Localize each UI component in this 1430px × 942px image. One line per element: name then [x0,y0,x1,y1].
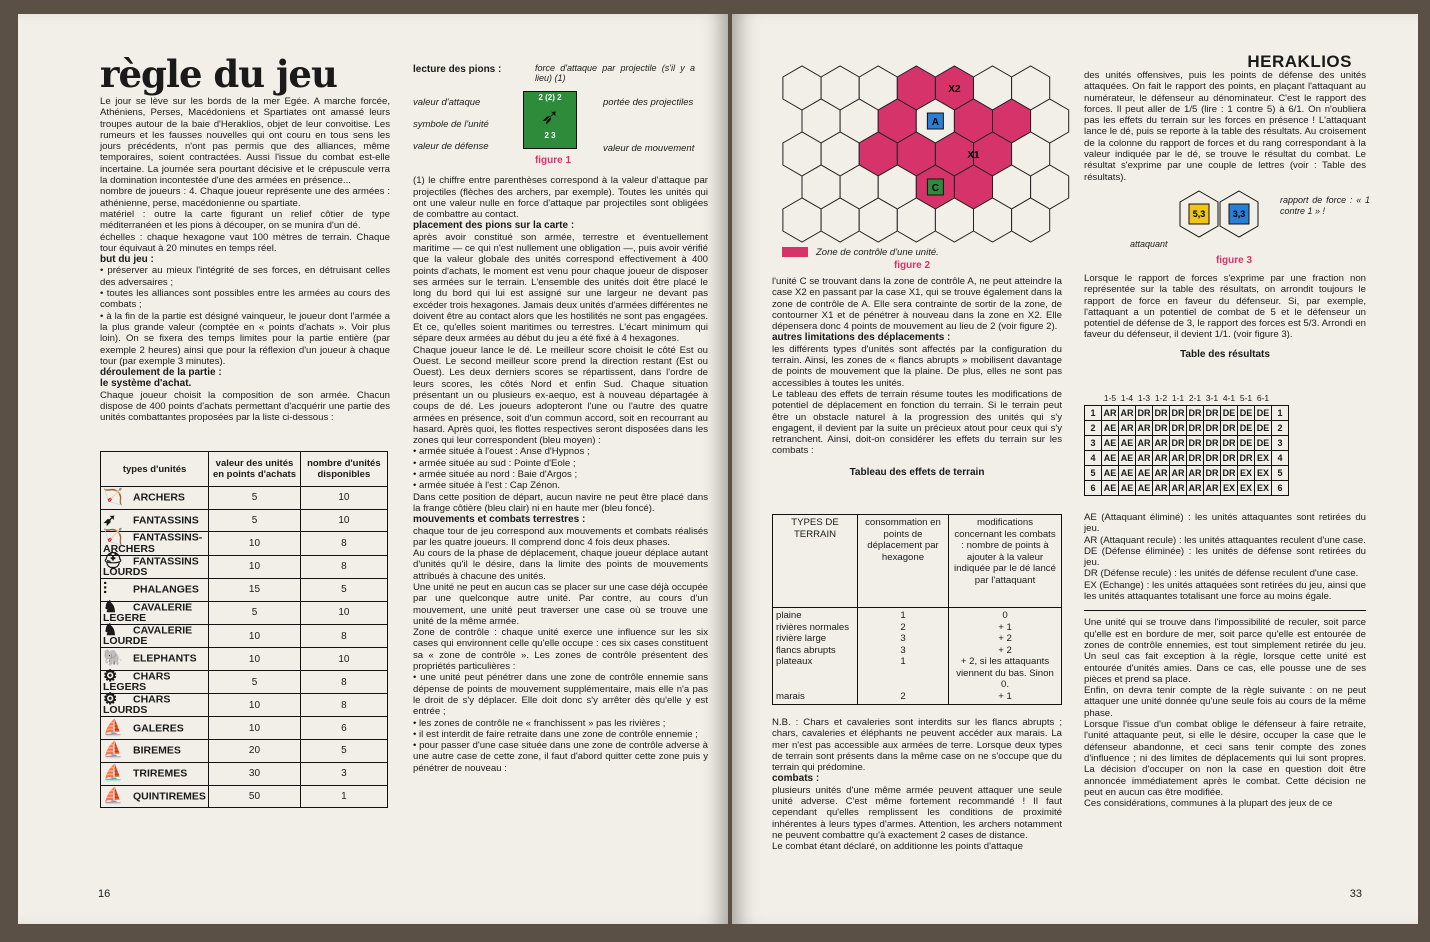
unit-c-label: C [931,183,939,194]
unit-value-cell: 10 [209,717,301,740]
results-col-header: 1-2 [1154,393,1168,403]
unit-type-cell [101,740,209,763]
figure-3 [1084,183,1370,273]
result-cell: AR [1119,421,1136,436]
divider [1084,610,1366,611]
counter-reading-heading: lecture des pions : [413,64,502,75]
terrain-table [772,514,1062,705]
goal-heading: but du jeu : [100,254,154,266]
unit-value-cell: 10 [209,624,301,647]
page-title: règle du jeu [100,52,337,96]
result-cell: AE [1119,481,1136,496]
page-number-left: 16 [98,888,111,900]
army-item-west: • armée située à l'ouest : Anse d'Hypnos ; [413,446,590,458]
unit-count-cell: 8 [300,555,387,578]
results-row [1085,421,1289,436]
unit-name: CHARS LOURDS [103,693,171,717]
results-corner [1085,391,1102,406]
unit-value-cell: 10 [209,648,301,671]
combat-paragraph: plusieurs unités d'une même armée peuvent attaquer une seule unité adverse. C'est même fortement recommandé ! Il faut cependant qu'elles remplissent les conditions de proximité inhérentes à leurs types d'armes. Attention, les archers notamment ne peuvent combattre qu'à exactement 2 cases de distance. [772,784,1062,841]
fig1-counter-bottom: 2 3 [544,130,556,140]
players-paragraph: nombre de joueurs : 4. Chaque joueur représente une des armées : athénienne, perse, macédonienne ou spartiate. [100,186,390,209]
die-value-cell-right: 1 [1272,406,1289,421]
result-cell: DR [1136,406,1153,421]
army-item-east: • armée située à l'est : Cap Zénon. [413,480,561,492]
unit-name: ARCHERS [133,491,185,504]
unit-count-cell: 1 [300,785,387,808]
result-cell: AR [1119,406,1136,421]
fig3-defender-value: 3,3 [1232,208,1246,219]
result-cell: AE [1136,481,1153,496]
hex-label-x1: X1 [967,150,980,161]
results-row [1085,481,1289,496]
unit-type-cell [101,785,209,808]
course-heading: déroulement de la partie : [100,367,222,379]
result-cell: DR [1204,421,1221,436]
unit-name: GALERES [133,721,184,734]
bow-spear-icon: 🏹 [103,529,123,547]
fig1-counter [523,91,577,149]
unit-name: FANTASSINS [133,514,199,527]
result-cell: EX [1255,481,1272,496]
die-value-cell-right: 4 [1272,451,1289,466]
control-zone-item-4: • pour passer d'une case située dans une zone de contrôle adverse à une autre case de cette zone, il faut d'abord quitter cette zone puis y pénétrer de nouveau : [413,740,708,774]
unit-count-cell: 10 [300,509,387,532]
unit-value-cell: 5 [209,509,301,532]
fraction-paragraph: Lorsque le rapport de forces s'exprime par une fraction non représentée sur la table des résultats, on arrondit toujours le rapport de force en faveur du défenseur. Si, par exemple, l'attaquant a un potentiel de combat de 5 et le défenseur un potentiel de défense de 3, le rapport des forces est 5/3. Arrondi en faveur du défenseur, il devient 1/1. (voir figure 3). [1084,272,1366,341]
considerations-paragraph: Ces considérations, communes à la plupart des jeux de ce [1084,798,1333,810]
army-item-north: • armée située au nord : Baie d'Argos ; [413,469,578,481]
result-cell: DR [1170,406,1187,421]
bireme-icon: ⛵ [103,742,123,760]
result-cell: AE [1102,436,1119,451]
die-value-cell: 6 [1085,481,1102,496]
fig1-movement-label: valeur de mouvement [603,143,695,155]
unit-name: ELEPHANTS [133,652,197,665]
legend-ae: AE (Attaquant éliminé) : les unités attaquantes sont retirées du jeu. [1084,512,1366,535]
unit-count-cell: 10 [300,487,387,510]
fig1-defense-label: valeur de défense [413,141,489,153]
fig2-explanation: l'unité C se trouvant dans la zone de contrôle A, ne peut atteindre la case X2 en passant par la case X1, qui se trouve également dans la zone de contrôle de A. Elle sera contrainte de sortir de la zone, de contourner X1 et de pénétrer à nouveau dans la zone en X2. Elle dépensera donc 4 points de mouvement au lieu de 2 (voir figure 2). [772,276,1062,333]
phalanx-icon: ⫶ [103,581,108,599]
rules-column-4 [1084,70,1370,360]
result-cell: AE [1119,466,1136,481]
helmet-icon: ⛑ [103,552,124,570]
units-table-row [101,509,388,532]
result-cell: AR [1153,436,1170,451]
rules-column-2 [413,64,708,774]
results-header-row [1085,391,1289,406]
elephant-icon: 🐘 [103,650,123,668]
results-col-header: 3-1 [1205,393,1219,403]
unit-value-cell: 15 [209,578,301,601]
result-cell: EX [1255,451,1272,466]
terrain-costs: 1 2 3 3 1 2 [858,608,949,705]
unit-name: PHALANGES [133,583,199,596]
units-header-count: nombre d'unités disponibles [300,452,387,487]
unit-value-cell: 10 [209,555,301,578]
results-col-header: 1-4 [1120,393,1134,403]
result-cell: AR [1204,481,1221,496]
units-header-value: valeur des unités en points d'achats [209,452,301,487]
page-number-right: 33 [1349,888,1362,900]
result-cell: DR [1221,451,1238,466]
legend-de: DE (Défense éliminée) : les unités de défense sont retirées du jeu. [1084,545,1366,569]
unit-value-cell: 5 [209,487,301,510]
unit-value-cell: 50 [209,785,301,808]
figure-3-hexes [1174,189,1274,239]
unit-value-cell: 10 [209,694,301,717]
legend-ar: AR (Attaquant recule) : les unités attaquantes reculent d'une case. [1084,534,1366,546]
unit-type-cell [101,529,209,555]
die-value-cell-right: 2 [1272,421,1289,436]
die-value-cell: 2 [1085,421,1102,436]
unit-count-cell: 10 [300,648,387,671]
other-limits-heading: autres limitations des déplacements : [772,332,951,344]
fig3-attacker-value: 5,3 [1192,208,1206,219]
unit-value-cell: 30 [209,762,301,785]
result-cell: DE [1221,406,1238,421]
terrain-header-cost: consommation en points de déplacement par hexagone [858,515,949,608]
left-page [18,14,728,924]
horse-icon: ♞ [103,598,118,616]
result-cell: EX [1221,481,1238,496]
unit-count-cell: 6 [300,717,387,740]
control-zone-paragraph: Zone de contrôle : chaque unité exerce une influence sur les six cases qui environnent celle qu'elle occupe : ces six cases constituent sa « zone de contrôle ». Les zones de contrôle présentent des propriétés particulières : [413,627,708,673]
rules-column-1 [100,96,390,424]
results-row [1085,466,1289,481]
fig1-counter-top: 2 (2) 2 [538,93,562,103]
book-spread [18,14,1418,924]
die-value-cell-right: 3 [1272,436,1289,451]
galley-icon: ⛵ [103,719,123,737]
unit-name: FANTASSINS LOURDS [103,554,199,578]
unit-name: FANTASSINS-ARCHERS [103,531,203,555]
unit-type-cell [101,621,209,648]
single-attack-paragraph: Enfin, on devra tenir compte de la règle suivante : on ne peut attaquer une unité donnée qu'une seule fois au cours de la même phase. [1084,685,1366,719]
unit-type-cell [101,717,209,740]
units-table-row [101,694,388,717]
start-paragraph: Dans cette position de départ, aucun navire ne peut être placé dans la frange côtière (bleu clair) ni en haute mer (bleu foncé). [413,491,708,514]
result-cell: AE [1102,451,1119,466]
terrain-table-title: Tableau des effets de terrain [849,466,985,478]
result-cell: AE [1102,421,1119,436]
movement-paragraph: chaque tour de jeu correspond aux mouvements et combats réalisés par les quatre joueurs. Il comprend donc 4 fois deux phases. [413,525,708,548]
archer-icon: 🏹 [103,489,123,507]
heavy-chariot-icon: ⚙ [103,691,118,709]
forces-paragraph: des unités offensives, puis les points de défense des unités attaquées. On fait le rapport des points, en plaçant l'attaquant au numérateur, le défenseur au dénominateur. C'est le rapport des forces. Il peut aller de 1/5 (lire : 1 contre 5) à 6/1. On n'oubliera pas les effets du terrain sur les forces en présence ! L'attaquant lance le dé, puis se reporte à la table des résultats. Au croisement de la colonne du rapport de forces et du rang correspondant à la valeur indiquée par le dé, se trouve le résultat du combat. Le résultat s'exprime par une couple de lettres (voir : Table des résultats). [1084,70,1366,183]
chariot-icon: ⚙ [103,667,118,685]
unit-count-cell: 5 [300,578,387,601]
unit-name: TRIREMES [133,767,188,780]
hex-label-x2: X2 [948,84,961,95]
result-cell: DE [1238,436,1255,451]
results-col-header: 6-1 [1256,393,1270,403]
result-cell: DE [1255,421,1272,436]
units-table-row [101,624,388,647]
units-table-row [101,670,388,693]
units-table-row [101,762,388,785]
unit-name: CHARS LEGERS [103,670,171,694]
fig1-note: (1) le chiffre entre parenthèses correspond à la valeur d'attaque par projectiles (flèches des archers, par exemple). Toutes les unités qui ont une valeur nulle en force d'attaque par projectiles sont obligées de combattre au contact. [413,175,708,221]
result-cell: DE [1238,406,1255,421]
result-cell: EX [1238,466,1255,481]
die-value-cell-right: 6 [1272,481,1289,496]
purchase-heading: le système d'achat. [100,378,192,390]
units-table-row [101,532,388,555]
unit-type-cell [101,691,209,717]
other-limits-paragraph-2: Le tableau des effets de terrain résume toutes les modifications de potentiel de déplacement en fonction du terrain. Si le terrain peut être un obstacle naturel à la progression des unités qui s'y engagent, il devient par la suite un précieux atout pour ceux qui s'y retranchent. Ainsi, doit-on considérer les effets du terrain sur les combats : [772,388,1062,457]
results-col-header: 4-1 [1222,393,1236,403]
units-table-row [101,578,388,601]
rules-column-3b [772,717,1062,853]
die-value-cell: 3 [1085,436,1102,451]
goal-item-3: • à la fin de la partie est désigné vainqueur, le joueur dont l'armée a la plus grande valeur (comptée en « points d'achats ». Voir plus loin). On se fixera des temps limites pour la partie entière (par exemple 2 heures) ainsi que pour la réflexion d'un joueur à chaque tour (par exemple 3 minutes). [100,310,390,367]
unit-count-cell: 5 [300,740,387,763]
movement-paragraph-2: Au cours de la phase de déplacement, chaque joueur déplace autant d'unités qu'il le désire, dans la limite des points de mouvements attribués à chacune des unités. [413,548,708,582]
result-cell: EX [1238,481,1255,496]
brand-logo: HERAKLIOS [1247,52,1352,71]
terrain-header-type: TYPES DE TERRAIN [773,515,858,608]
fig3-ratio-label: rapport de force : « 1 contre 1 » ! [1280,194,1370,216]
other-limits-paragraph: les différents types d'unités sont affectés par la configuration du terrain. Ainsi, les zones de « flancs abrupts » mobilisent davantage de points de mouvement que la plaine. De plus, elles ne sont pas accessibles à toutes les unités. [772,343,1062,389]
units-table-row [101,785,388,808]
rules-column-3 [772,276,1062,478]
result-cell: AR [1187,466,1204,481]
die-value-cell: 5 [1085,466,1102,481]
units-header-type: types d'unités [101,452,209,487]
result-cell: AR [1153,481,1170,496]
units-body [101,487,388,808]
units-table [100,451,388,808]
result-cell: DR [1153,406,1170,421]
result-cell: AE [1136,466,1153,481]
goal-item-1: • préserver au mieux l'intégrité de ses forces, en détruisant celles des adversaires ; [100,265,390,288]
unit-a-label: A [931,117,939,128]
unit-type-cell [101,667,209,694]
result-cell: DR [1238,451,1255,466]
armored-horse-icon: ♞ [103,621,118,639]
unit-name: QUINTIREMES [133,789,206,802]
die-value-cell: 4 [1085,451,1102,466]
unit-value-cell: 5 [209,670,301,693]
result-cell: DE [1238,421,1255,436]
fig1-symbol-label: symbole de l'unité [413,119,489,131]
unit-count-cell: 8 [300,532,387,555]
units-table-row [101,717,388,740]
placement-paragraph: après avoir constitué son armée, terrestre et éventuellement maritime — ce qui n'est nullement une obligation —, puis avoir vérifié que la valeur globale des unités correspond effectivement à 400 points d'achats, le moment est venu pour chaque joueur de disposer ses armées sur le terrain. L'ensemble des unités doit être placé le long du bord qui lui est assigné sur une largeur ne devant pas excéder trois hexagones. Jamais deux unités d'armées différentes ne doivent être au contact alors que les hostilités ne sont pas engagées. Et ce, qu'elles soient maritimes ou terrestres. L'écart minimum qui sépare deux armées au début du jeu a été fixé à 4 hexagones. [413,231,708,345]
units-table-row [101,487,388,510]
result-cell: AR [1136,451,1153,466]
result-cell: EX [1255,466,1272,481]
results-row [1085,451,1289,466]
unit-count-cell: 8 [300,624,387,647]
result-cell: AE [1102,481,1119,496]
result-cell: DE [1255,436,1272,451]
result-cell: AR [1170,466,1187,481]
result-cell: AR [1136,436,1153,451]
unit-count-cell: 8 [300,670,387,693]
result-cell: DR [1170,436,1187,451]
terrain-header-mod: modifications concernant les combats : nombre de points à ajouter à la valeur indiquée par le dé lancé par l'attaquant [949,515,1062,608]
result-cell: DR [1187,406,1204,421]
terrain-types: plaine rivières normales rivière large flancs abrupts plateaux marais [773,608,858,705]
units-table-row [101,601,388,624]
die-value-cell: 1 [1085,406,1102,421]
units-table-row [101,555,388,578]
figure-2-hex-map [772,64,1072,264]
unit-value-cell: 10 [209,532,301,555]
unit-value-cell: 20 [209,740,301,763]
movement-paragraph-3: Une unité ne peut en aucun cas se placer sur une case déjà occupée par une quelconque autre unité. Par contre, au cours d'un mouvement, une unité peut traverser une case où se trouve une unité de la même armée. [413,581,708,627]
legend-ex: EX (Echange) : les unités attaquées sont retirées du jeu, ainsi que les unités attaquantes totalisant une force au moins égale. [1084,579,1366,603]
result-cell: AR [1170,451,1187,466]
result-cell: DR [1221,466,1238,481]
material-paragraph: matériel : outre la carte figurant un relief côtier de type méditerranéen et les pions à découper, on se munira d'un dé. [100,208,390,232]
result-cell: AE [1119,451,1136,466]
result-cell: DR [1170,421,1187,436]
placement-paragraph-2: Chaque joueur lance le dé. Le meilleur score choisit le côté Est ou Ouest. Le second meilleur score prend la direction restant (Est ou Ouest). Les deux derniers scores se répartissent, dans l'ordre de leurs scores, les côtés Nord et enfin Sud. Chaque situation présentant un ou plusieurs ex-aequo, est à nouveau départagée à coups de dé. Les joueurs adopteront l'une ou l'autre des quatre armées en présence, soit d'un commun accord, soit en recourrant au hasard. Après quoi, les flottes respectives seront disposées dans les zones qui leur correspondent (bleu moyen) : [413,344,708,447]
results-col-header: 1-5 [1103,393,1117,403]
army-item-south: • armée située au sud : Pointe d'Eole ; [413,457,576,469]
purchase-paragraph: Chaque joueur choisit la composition de son armée. Chacun dispose de 400 points d'achats permettant d'acquérir une partie des unités combattantes proposées par la liste ci-dessous : [100,389,390,424]
control-zone-swatch [782,247,808,257]
unit-value-cell: 5 [209,601,301,624]
results-col-header: 1-3 [1137,393,1151,403]
results-table [1084,391,1289,496]
trireme-icon: ⛵ [103,765,123,783]
die-value-cell-right: 5 [1272,466,1289,481]
nb-paragraph: N.B. : Chars et cavaleries sont interdits sur les flancs abrupts ; chars, cavaleries et éléphants ne peuvent accéder aux marais. La mer n'est pas accessible aux armées de terre. Lorsque deux types de terrain sont présents dans la même case on ne s'occupe que du terrain qui prédomine. [772,717,1062,774]
fig1-projectile-label: force d'attaque par projectile (s'il y a lieu) (1) [535,63,695,84]
unit-count-cell: 10 [300,601,387,624]
result-cell: DR [1204,451,1221,466]
goal-item-2: • toutes les alliances sont possibles entre les armées au cours des combats ; [100,288,390,311]
result-cell: DR [1187,451,1204,466]
fig3-attacker-label: attaquant [1130,238,1168,249]
unit-type-cell [101,552,209,578]
spear-icon: ➶ [103,511,117,529]
unit-type-cell [101,762,209,785]
combat-paragraph-2: Le combat étant déclaré, on additionne les points d'attaque [772,841,1023,853]
fig1-range-label: portée des projectiles [603,97,694,109]
results-row [1085,436,1289,451]
results-col-header: 2-1 [1188,393,1202,403]
units-table-row [101,648,388,671]
fig2-legend [782,247,939,258]
results-table-title: Table des résultats [1180,348,1270,360]
result-cell: AR [1187,481,1204,496]
legend-dr: DR (Défense recule) : les unités de défense reculent d'une case. [1084,568,1359,580]
placement-heading: placement des pions sur la carte : [413,220,575,232]
quinquereme-icon: ⛵ [103,787,123,805]
unit-type-cell [101,578,209,601]
unit-count-cell: 3 [300,762,387,785]
unit-type-cell [101,648,209,671]
results-col-header: 1-1 [1171,393,1185,403]
result-cell: AR [1102,406,1119,421]
result-cell: DR [1187,421,1204,436]
result-cell: DE [1255,406,1272,421]
bow-icon: ➶ [540,103,560,129]
fig2-legend-label: Zone de contrôle d'une unité. [816,247,939,258]
fig1-attack-label: valeur d'attaque [413,97,481,109]
result-cell: DR [1204,466,1221,481]
result-cell: DR [1204,406,1221,421]
fig3-caption: figure 3 [1215,254,1253,266]
unit-name: CAVALERIE LEGERE [103,600,193,624]
result-cell: DR [1187,436,1204,451]
result-cell: AR [1170,481,1187,496]
right-page [732,14,1418,924]
control-zone-item-2: • les zones de contrôle ne « franchissent » pas les rivières ; [413,717,666,729]
retreat-rule-paragraph: Une unité qui se trouve dans l'impossibilité de reculer, soit parce qu'elle est en bordure de mer, soit parce qu'elle est entourée de zones de contrôle ennemies, est tout simplement retirée du jeu. Un seul cas fait exception à la règle, lorsque cette unité est entourée d'unités amies. Dans ce cas, elle pousse une de ses pièces et prend sa place. [1084,617,1366,685]
results-col-header: 5-1 [1239,393,1253,403]
occupy-paragraph: Lorsque l'issue d'un combat oblige le défenseur à faire retraite, l'unité attaquante peut, si elle le désire, occuper la case que le défenseur abandonne, et ceci sans tenir compte des zones d'influence ; ni des limites de déplacements qui lui sont propres. La décision d'occuper on non la case en question doit être annoncée immédiatement après le combat. Cette décision ne peut en aucun cas être modifiée. [1084,719,1366,798]
terrain-mods: 0 + 1 + 2 + 2 + 2, si les attaquants viennent du bas. Sinon 0. + 1 [949,608,1062,705]
control-zone-item-3: • il est interdit de faire retraite dans une zone de contrôle ennemie ; [413,728,698,740]
intro-paragraph: Le jour se lève sur les bords de la mer Egée. A marche forcée, Athéniens, Perses, Macédoniens et Spartiates ont amassé leurs troupes autour de la baie d'Heraklios, objet de leur convoitise. Les rumeurs et les fausses nouvelles qui ont couru en tous sens les jours précédents, n'ont pas permis que des alliances, même temporaires, soient contractées. Aussi l'issue du combat est-elle incertaine. La journée sera pourtant décisive et le crépuscule verra la domination incontestée d'une des armées en présence... [100,96,390,187]
unit-type-cell [101,598,209,624]
result-cell: AR [1136,421,1153,436]
unit-name: CAVALERIE LOURDE [103,624,193,648]
result-cell: AR [1153,466,1170,481]
result-cell: DR [1221,436,1238,451]
fig2-caption: figure 2 [893,260,931,271]
result-cell: DR [1221,421,1238,436]
movement-heading: mouvements et combats terrestres : [413,514,586,526]
result-cell: DR [1204,436,1221,451]
result-cell: DR [1153,421,1170,436]
units-table-row [101,740,388,763]
unit-type-cell [101,487,209,510]
result-cell: AE [1102,466,1119,481]
rules-column-4b [1084,512,1366,809]
scales-paragraph: échelles : chaque hexagone vaut 100 mètres de terrain. Chaque tour équivaut à 20 minutes en temps réel. [100,231,390,254]
result-cell: AR [1153,451,1170,466]
unit-name: BIREMES [133,744,181,757]
unit-count-cell: 8 [300,694,387,717]
fig1-caption: figure 1 [534,155,572,167]
combat-heading: combats : [772,773,820,785]
results-row [1085,406,1289,421]
control-zone-item-1: • une unité peut pénétrer dans une zone de contrôle ennemie sans dépense de points de mouvement supplémentaire, mais elle n'a pas le droit de s'y déplacer. Elle doit donc s'y arrêter dès qu'elle y est entrée ; [413,672,708,718]
result-cell: AE [1119,436,1136,451]
